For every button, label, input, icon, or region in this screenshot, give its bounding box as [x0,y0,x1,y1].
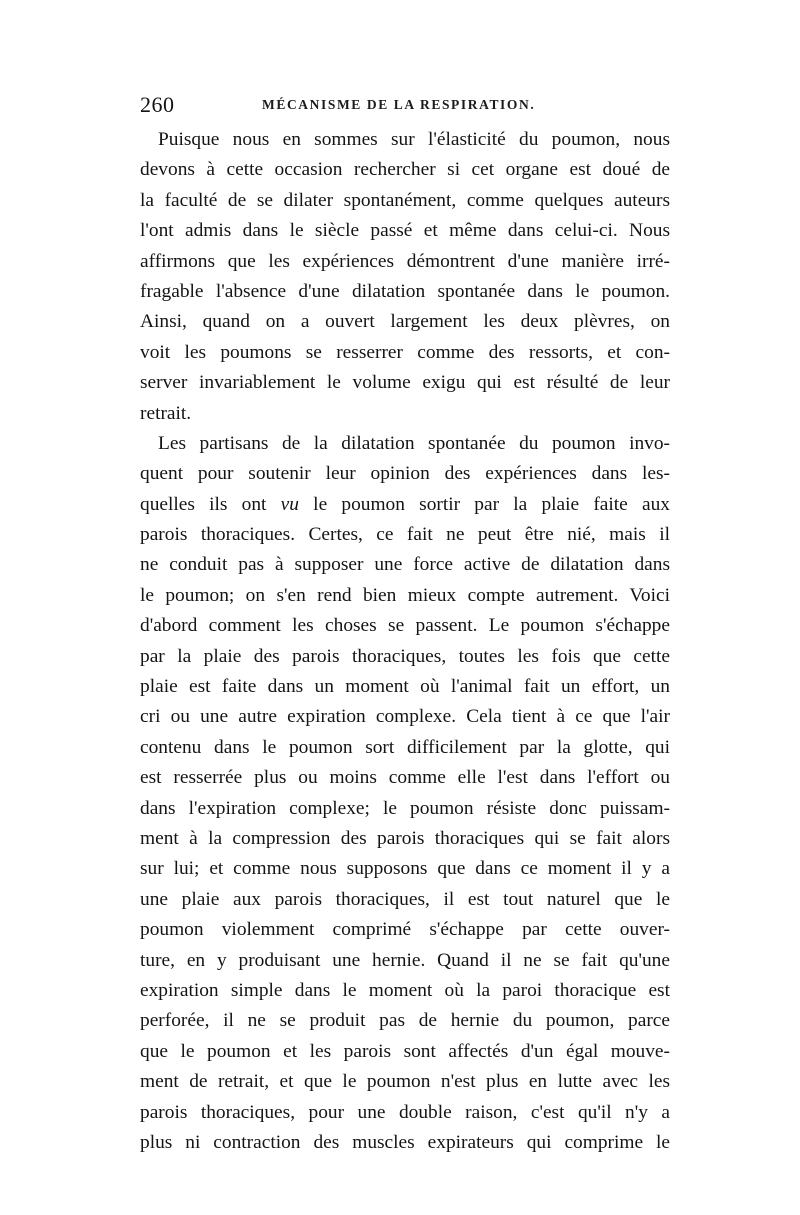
text-line: dans l'expiration complexe; le poumon résiste donc puissam- [140,797,670,819]
text-line: expiration simple dans le moment où la paroi thoracique est [140,979,670,1001]
text-line: parois thoraciques. Certes, ce fait ne peut être nié, mais il [140,524,670,546]
text-line: ne conduit pas à supposer une force active de dilatation dans [140,554,670,576]
text-line: Ainsi, quand on a ouvert largement les deux plèvres, on [140,311,670,333]
text-line: ture, en y produisant une hernie. Quand il ne se fait qu'une [140,949,670,971]
text-fragment: quelles ils ont [140,493,281,515]
text-line: l'ont admis dans le siècle passé et même dans celui-ci. Nous [140,220,670,242]
text-fragment: le poumon sortir par la plaie faite aux [298,493,670,515]
text-line: cri ou une autre expiration complexe. Cela tient à ce que l'air [140,706,670,728]
text-line: quent pour soutenir leur opinion des expériences dans les- [140,463,670,485]
text-line: perforée, il ne se produit pas de hernie du poumon, parce [140,1010,670,1032]
book-page [140,92,670,1158]
text-line: voit les poumons se resserrer comme des ressorts, et con- [140,341,670,363]
text-line: Les partisans de la dilatation spontanée du poumon invo- [158,432,670,454]
text-line: que le poumon et les parois sont affectés d'un égal mouve- [140,1040,670,1062]
text-line: une plaie aux parois thoraciques, il est tout naturel que le [140,888,670,910]
text-line: devons à cette occasion rechercher si cet organe est doué de [140,159,670,181]
text-line: retrait. [140,402,192,424]
text-line: par la plaie des parois thoraciques, toutes les fois que cette [140,645,670,667]
text-line: poumon violemment comprimé s'échappe par cette ouver- [140,919,670,941]
page-number: 260 [140,92,175,117]
paragraph [140,429,670,1158]
text-line [140,490,670,520]
paragraph [140,125,670,429]
text-line: plaie est faite dans un moment où l'animal fait un effort, un [140,676,670,698]
text-line: ment à la compression des parois thoraciques qui se fait alors [140,827,670,849]
running-head [140,92,670,122]
text-line: affirmons que les expériences démontrent d'une manière irré- [140,250,670,272]
running-title: MÉCANISME DE LA RESPIRATION. [262,97,536,112]
text-line: le poumon; on s'en rend bien mieux compte autrement. Voici [140,584,670,606]
text-line: plus ni contraction des muscles expirateurs qui comprime le [140,1131,670,1153]
text-line: ment de retrait, et que le poumon n'est plus en lutte avec les [140,1071,670,1093]
text-line: contenu dans le poumon sort difficilement par la glotte, qui [140,736,670,758]
italic-word: vu [280,493,299,515]
text-line: Puisque nous en sommes sur l'élasticité du poumon, nous [158,129,670,150]
text-line: la faculté de se dilater spontanément, comme quelques auteurs [140,189,670,211]
text-line: fragable l'absence d'une dilatation spontanée dans le poumon. [140,280,670,302]
body-text [140,125,670,1158]
text-line: est resserrée plus ou moins comme elle l'est dans l'effort ou [140,767,670,789]
text-line: server invariablement le volume exigu qui est résulté de leur [140,372,670,394]
text-line: d'abord comment les choses se passent. Le poumon s'échappe [140,615,670,637]
text-line: parois thoraciques, pour une double raison, c'est qu'il n'y a [140,1101,670,1123]
text-line: sur lui; et comme nous supposons que dans ce moment il y a [140,858,670,880]
